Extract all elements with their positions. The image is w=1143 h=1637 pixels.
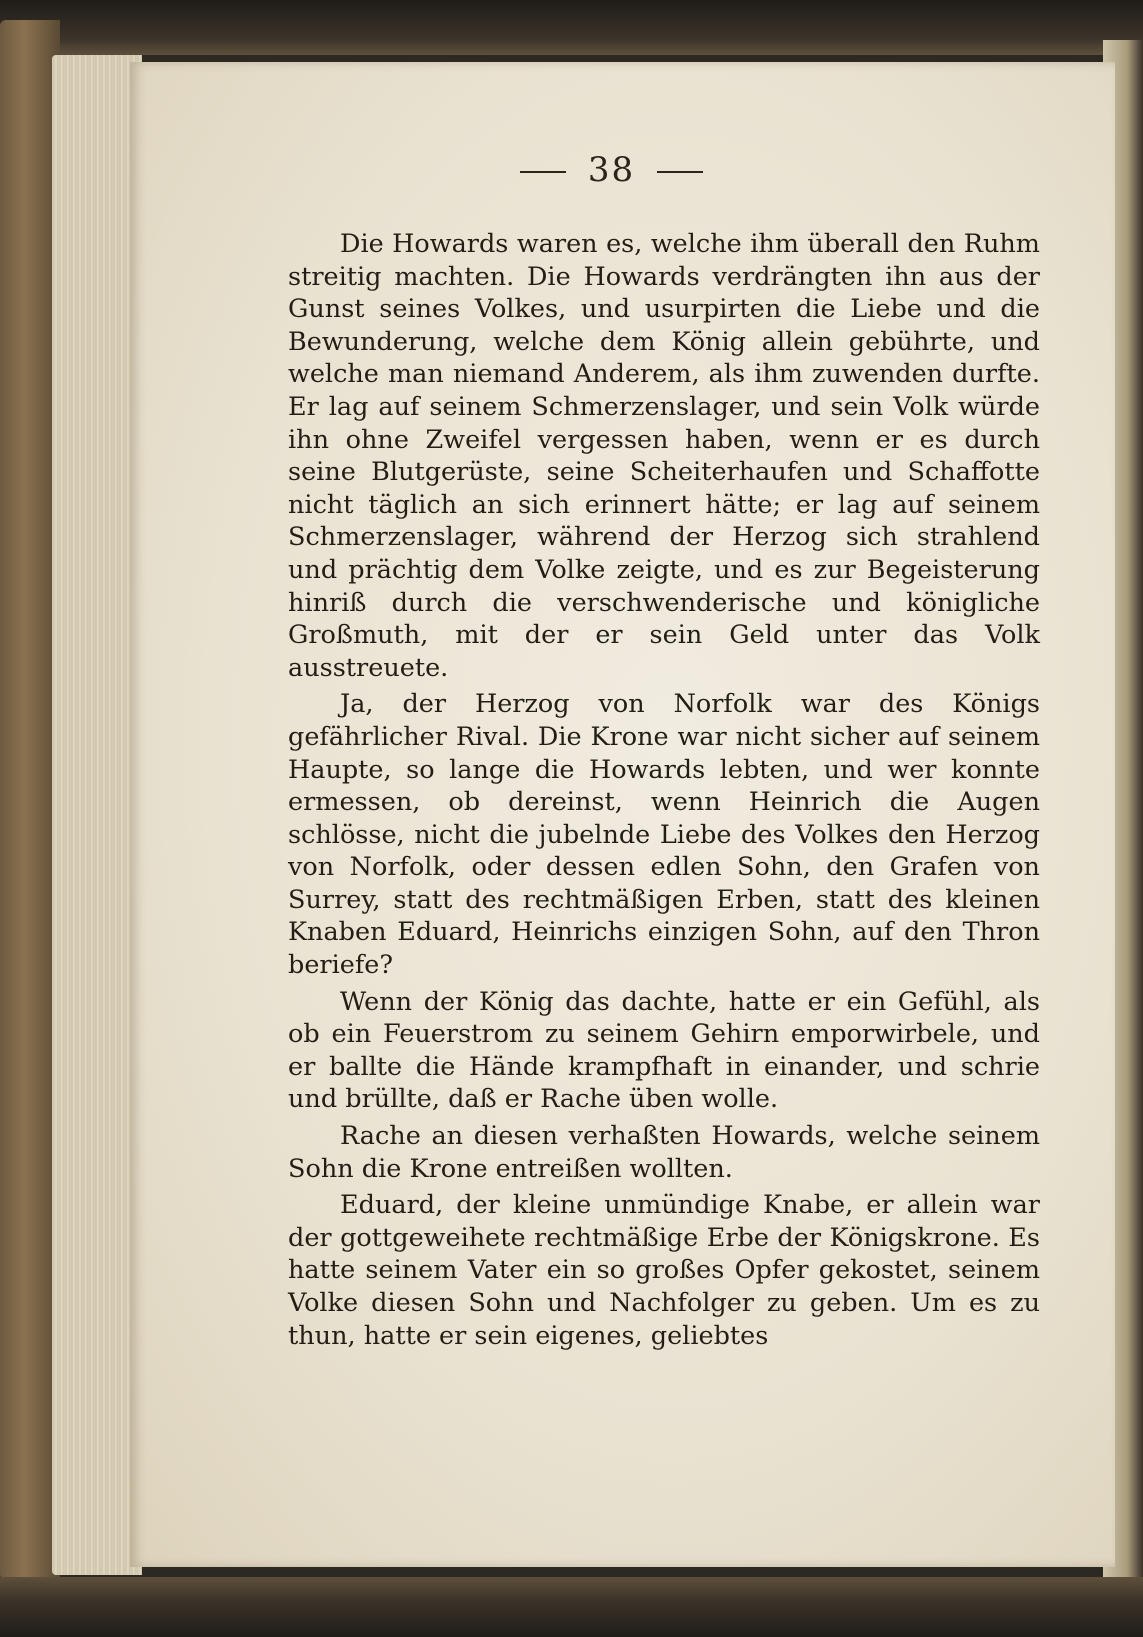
- paragraph: Die Howards waren es, welche ihm überall den Ruhm streitig machten. Die Howards verdrängten ihn aus der Gunst seines Volkes, und usurpirten die Liebe und die Bewunderung, welche dem König allein gebührte, und welche man niemand Anderem, als ihm zuwenden durfte. Er lag auf seinem Schmerzenslager, und sein Volk würde ihn ohne Zweifel vergessen haben, wenn er es durch seine Blutgerüste, seine Scheiterhaufen und Schaffotte nicht täglich an sich erinnert hätte; er lag auf seinem Schmerzenslager, während der Herzog sich strahlend und prächtig dem Volke zeigte, und es zur Begeisterung hinriß durch die verschwenderische und königliche Großmuth, mit der er sein Geld unter das Volk ausstreuete.: [288, 229, 1040, 683]
- book-cover-top: [0, 0, 1143, 55]
- page-number-dash-right: [657, 171, 703, 173]
- paragraph: Wenn der König das dachte, hatte er ein Gefühl, als ob ein Feuerstrom zu seinem Gehirn emporwirbele, und er ballte die Hände krampfhaft in einander, und schrie und brüllte, daß er Rache üben wolle.: [288, 986, 1040, 1115]
- page-number-dash-left: [520, 171, 566, 173]
- page-number: [40, 150, 1143, 190]
- paragraph: Eduard, der kleine unmündige Knabe, er allein war der gottgeweihete rechtmäßige Erbe der Königskrone. Es hatte seinem Vater ein so großes Opfer gekostet, seinem Volke diesen Sohn und Nachfolger zu geben. Um es zu thun, hatte er sein eigenes, geliebtes: [288, 1190, 1040, 1351]
- book-cover-bottom: [0, 1577, 1143, 1637]
- book-cover-left: [0, 20, 60, 1580]
- page-edges: [52, 55, 142, 1575]
- paragraph: Rache an diesen verhaßten Howards, welche seinem Sohn die Krone entreißen wollten.: [288, 1121, 1040, 1184]
- body-text: [288, 228, 1040, 1356]
- paragraph: Ja, der Herzog von Norfolk war des Königs gefährlicher Rival. Die Krone war nicht sicher auf seinem Haupte, so lange die Howards lebten, und wer konnte ermessen, ob dereinst, wenn Heinrich die Augen schlösse, nicht die jubelnde Liebe des Volkes den Herzog von Norfolk, oder dessen edlen Sohn, den Grafen von Surrey, statt des rechtmäßigen Erben, statt des kleinen Knaben Eduard, Heinrichs einzigen Sohn, auf den Thron beriefe?: [288, 689, 1040, 981]
- page-number-value: 38: [587, 150, 636, 190]
